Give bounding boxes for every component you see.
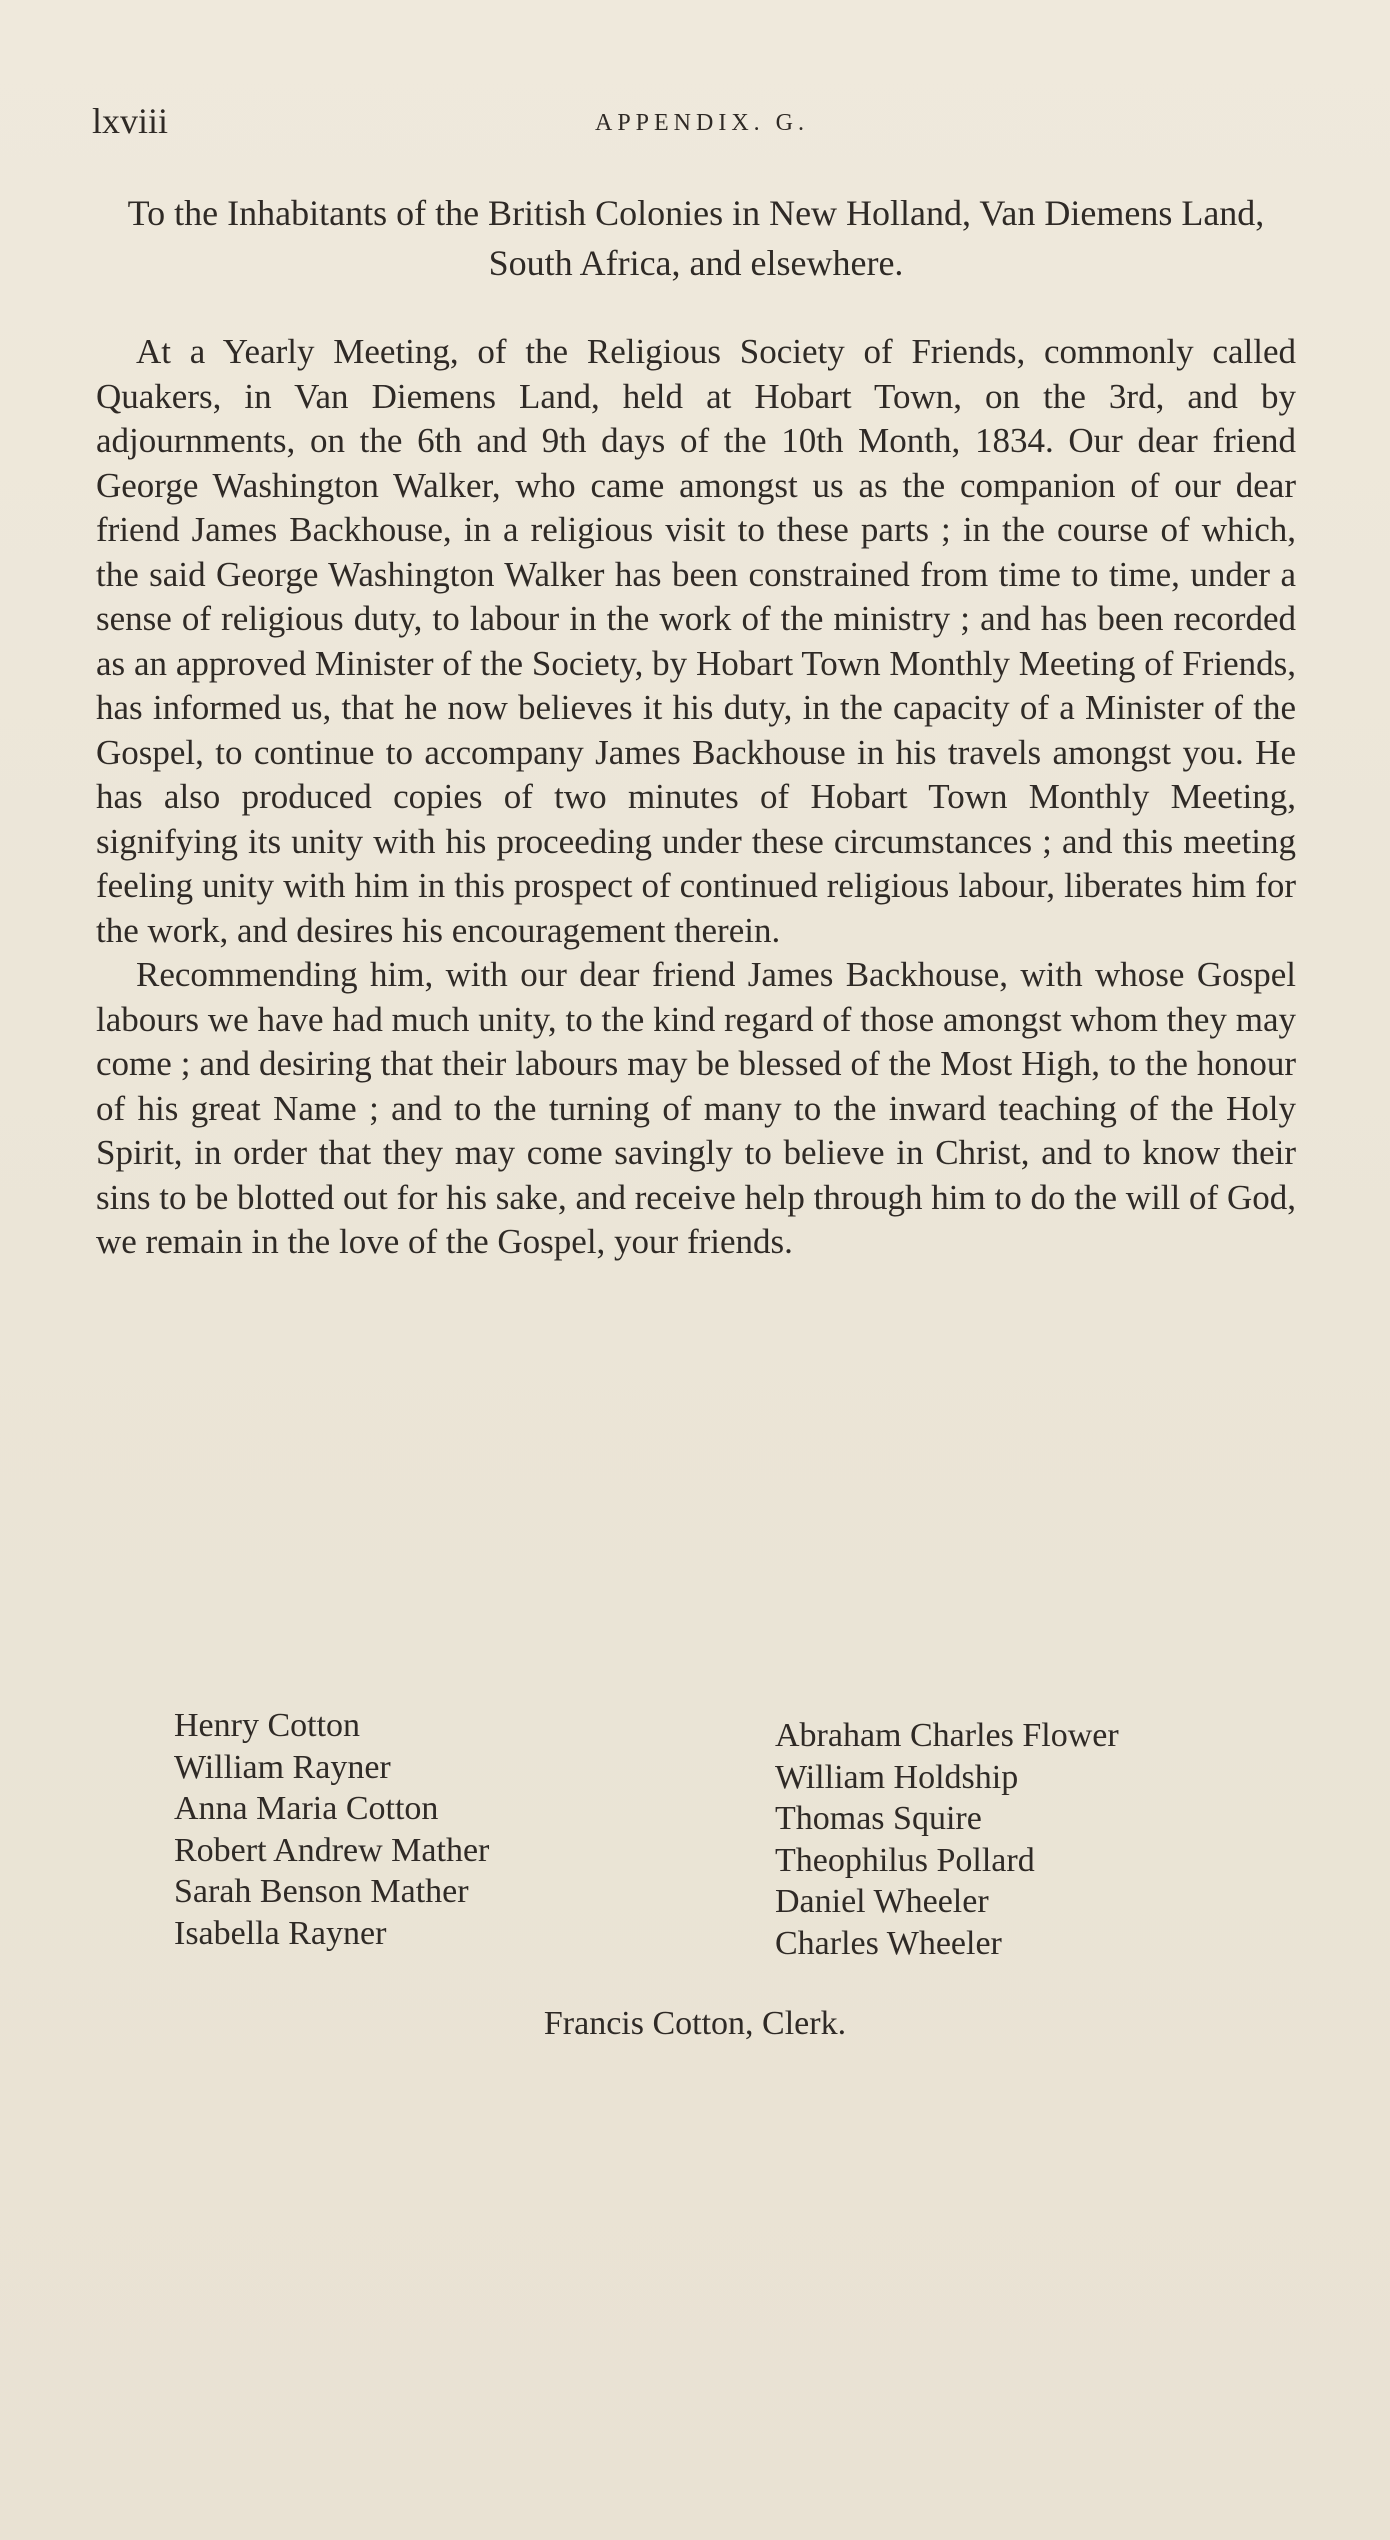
page-header: [92, 100, 1312, 160]
signatory: Sarah Benson Mather: [174, 1873, 469, 1910]
clerk-signature: Francis Cotton, Clerk.: [543, 2005, 847, 2042]
address-heading: To the Inhabitants of the British Colonies in New Holland, Van Diemens Land, South Africa, and elsewhere.: [127, 193, 1265, 283]
signatory: Abraham Charles Flower: [775, 1717, 1119, 1754]
signatory: Robert Andrew Mather: [174, 1831, 490, 1869]
paragraph-2: Recommending him, with our dear friend James Backhouse, with whose Gospel labours we have had much unity, to the kind regard of those amongst whom they may come ; and desiring that their labours may be blessed of the Most High, to the honour of his great Name ; and to the turning of many to the inward teaching of the Holy Spirit, in order that they may come savingly to believe in Christ, and to know their sins to be blotted out for his sake, and receive help through him to do the will of God, we remain in the love of the Gospel, your friends.: [96, 955, 1296, 1261]
signatory: Henry Cotton: [174, 1707, 361, 1744]
signatory: Isabella Rayner: [174, 1914, 387, 1952]
signatory: Daniel Wheeler: [775, 1883, 989, 1920]
signatories-right: [775, 1715, 1335, 1964]
signatory: Anna Maria Cotton: [174, 1790, 439, 1827]
signatory: William Holdship: [775, 1758, 1019, 1796]
running-head: APPENDIX. G.: [594, 110, 809, 136]
signatory: William Rayner: [174, 1748, 391, 1786]
paragraph-1: At a Yearly Meeting, of the Religious Society of Friends, commonly called Quakers, in Van Diemens Land, held at Hobart Town, on the 3rd, and by adjournments, on the 6th and 9th days of the 10th Month, 1834. Our dear friend George Washington Walker, who came amongst us as the companion of our dear friend James Backhouse, in a religious visit to these parts ; in the course of which, the said George Washington Walker has been constrained from time to time, under a sense of religious duty, to labour in the work of the ministry ; and has been recorded as an approved Minister of the Society, by Hobart Town Monthly Meeting of Friends, has informed us, that he now believes it his duty, in the capacity of a Minister of the Gospel, to continue to accompany James Backhouse in his travels amongst you. He has also produced copies of two minutes of Hobart Town Monthly Meeting, signifying its unity with his proceeding under these circumstances ; and this meeting feeling unity with him in this prospect of continued religious labour, liberates him for the work, and desires his encouragement therein.: [96, 332, 1296, 950]
epistle-body: [96, 330, 1296, 1265]
signatory: Charles Wheeler: [775, 1924, 1002, 1962]
signatories-left: [174, 1705, 694, 1954]
signatory: Thomas Squire: [775, 1800, 982, 1837]
page-number: lxviii: [92, 101, 169, 141]
signatory: Theophilus Pollard: [775, 1841, 1035, 1879]
